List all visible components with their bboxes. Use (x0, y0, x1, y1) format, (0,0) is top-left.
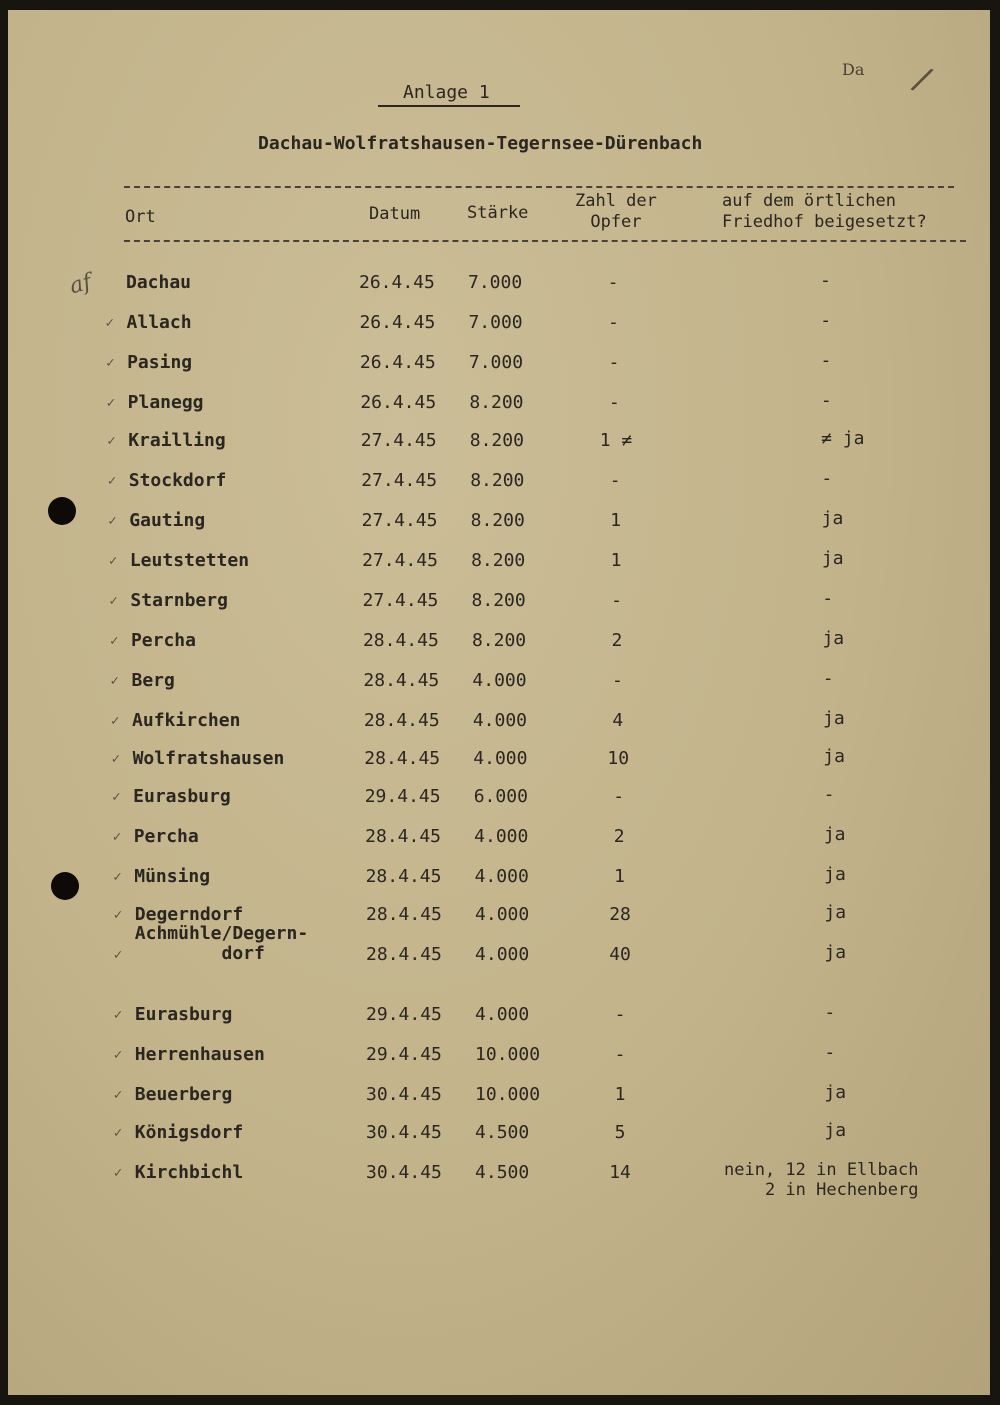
row-strength: 8.200 (470, 510, 525, 531)
row-strength: 8.200 (471, 590, 526, 611)
row-strength: 8.200 (471, 550, 526, 571)
row-strength: 7.000 (468, 352, 524, 373)
row-victims: 14 (609, 1162, 631, 1183)
row-place: Percha (133, 826, 199, 847)
check-tick-icon: ✓ (112, 789, 121, 805)
row-strength: 4.500 (475, 1122, 530, 1143)
row-victims: 1 (610, 510, 622, 531)
row-buried: ≠ ja (821, 428, 865, 449)
column-header-friedhof: auf dem örtlichen Friedhof beigesetzt? (722, 191, 927, 232)
row-buried: - (824, 1002, 836, 1023)
row-buried: - (820, 390, 832, 411)
row-place: Münsing (134, 866, 211, 887)
header-rule-bottom (124, 240, 966, 242)
row-victims: 4 (612, 710, 624, 731)
row-buried: ja (824, 864, 846, 885)
row-place: Achmühle/Degern- dorf (134, 923, 309, 964)
row-strength: 7.000 (468, 312, 523, 333)
row-place: Eurasburg (133, 786, 231, 807)
row-strength: 4.000 (474, 866, 529, 887)
row-date: 26.4.45 (360, 392, 437, 413)
row-strength: 4.500 (475, 1162, 530, 1183)
row-place: Eurasburg (134, 1004, 233, 1025)
row-date: 28.4.45 (364, 748, 441, 769)
row-victims: - (608, 392, 620, 413)
row-date: 28.4.45 (366, 904, 442, 925)
check-tick-icon: ✓ (105, 315, 114, 331)
row-date: 27.4.45 (362, 590, 439, 611)
row-date: 30.4.45 (366, 1084, 442, 1105)
row-place: Degerndorf (134, 904, 244, 925)
row-buried: ja (824, 1082, 847, 1103)
row-victims: - (608, 312, 619, 333)
row-victims: - (613, 786, 625, 807)
row-strength: 4.000 (473, 748, 528, 769)
row-victims: - (611, 590, 622, 611)
check-tick-icon: ✓ (111, 713, 120, 729)
row-victims: 40 (609, 944, 631, 965)
row-buried: ja (824, 942, 847, 963)
row-place: Berg (131, 670, 175, 691)
row-place: Beuerberg (134, 1084, 233, 1105)
check-tick-icon: ✓ (107, 433, 116, 449)
row-buried: - (821, 468, 833, 489)
check-tick-icon: ✓ (106, 395, 116, 411)
row-strength: 10.000 (475, 1084, 541, 1105)
row-victims: - (611, 670, 623, 691)
check-tick-icon: ✓ (109, 593, 118, 609)
row-victims: 28 (609, 904, 631, 925)
row-date: 30.4.45 (366, 1122, 442, 1143)
punch-hole-bottom (51, 872, 79, 900)
header-rule-top (124, 186, 954, 188)
row-victims: 5 (614, 1122, 626, 1143)
row-strength: 4.000 (472, 670, 527, 691)
column-header-opfer: Zahl der Opfer (575, 191, 657, 232)
check-tick-icon: ✓ (113, 947, 123, 963)
row-place: Starnberg (130, 590, 228, 611)
check-tick-icon: ✓ (113, 1087, 123, 1103)
row-strength: 8.200 (470, 470, 525, 491)
row-victims: - (609, 470, 621, 491)
row-buried: - (822, 588, 834, 609)
row-place: Krailling (128, 430, 226, 451)
row-place: Pasing (127, 352, 193, 373)
row-place: Leutstetten (129, 550, 250, 571)
row-date: 28.4.45 (362, 630, 439, 651)
row-victims: 10 (607, 748, 630, 769)
row-victims: - (608, 352, 620, 373)
row-victims: 1 (610, 550, 622, 571)
row-strength: 4.000 (475, 904, 530, 925)
row-buried: ja (821, 548, 844, 569)
row-date: 26.4.45 (359, 352, 436, 373)
row-date: 28.4.45 (363, 670, 440, 691)
row-buried: - (820, 310, 832, 331)
row-buried: ja (821, 508, 844, 529)
row-place: Gauting (129, 510, 206, 531)
row-victims: 1 (614, 866, 626, 887)
column-header-staerke: Stärke (467, 203, 529, 223)
row-date: 29.4.45 (364, 786, 441, 807)
check-tick-icon: ✓ (113, 907, 123, 923)
row-place: Kirchbichl (134, 1162, 244, 1183)
row-date: 28.4.45 (365, 826, 442, 847)
row-date: 27.4.45 (361, 510, 438, 531)
row-place: Wolfratshausen (132, 748, 285, 769)
row-buried: ja (824, 1120, 847, 1141)
row-victims: - (614, 1004, 626, 1025)
row-strength: 4.000 (474, 826, 529, 847)
row-strength: 8.200 (471, 630, 527, 651)
row-strength: 4.000 (472, 710, 528, 731)
row-buried: - (822, 668, 834, 689)
check-tick-icon: ✓ (112, 829, 122, 845)
row-victims: 2 (613, 826, 625, 847)
check-tick-icon: ✓ (113, 1125, 123, 1141)
row-victims: 1 (614, 1084, 626, 1105)
check-tick-icon: ✓ (106, 355, 115, 371)
row-buried: ja (823, 708, 845, 729)
check-tick-icon: ✓ (107, 473, 117, 489)
row-victims: 2 (611, 630, 623, 651)
row-strength: 4.000 (475, 944, 530, 965)
row-date: 28.4.45 (363, 710, 440, 731)
column-header-ort: Ort (125, 207, 156, 227)
row-place: Stockdorf (128, 470, 227, 491)
row-place: Allach (126, 312, 192, 333)
punch-hole-top (48, 497, 76, 525)
row-date: 28.4.45 (366, 944, 442, 965)
check-tick-icon: ✓ (111, 751, 121, 767)
row-date: 29.4.45 (366, 1044, 442, 1065)
route-title: Dachau-Wolfratshausen-Tegernsee-Dürenbach (258, 133, 703, 154)
check-tick-icon: ✓ (113, 1007, 123, 1023)
row-place: Königsdorf (134, 1122, 244, 1143)
row-place: Percha (130, 630, 196, 651)
row-buried: nein, 12 in Ellbach 2 in Hechenberg (724, 1160, 919, 1200)
row-buried: ja (822, 628, 845, 649)
check-tick-icon: ✓ (113, 869, 122, 885)
annex-title: Anlage 1 (378, 82, 520, 107)
check-tick-icon: ✓ (113, 1165, 123, 1181)
check-tick-icon: ✓ (108, 553, 118, 569)
row-strength: 6.000 (473, 786, 528, 807)
row-victims: 1 ≠ (599, 430, 633, 451)
row-date: 27.4.45 (362, 550, 438, 571)
row-place: Herrenhausen (134, 1044, 265, 1065)
margin-mark: af (67, 269, 95, 300)
row-place: Planegg (127, 392, 204, 413)
row-date: 26.4.45 (359, 312, 436, 333)
row-victims: - (607, 272, 619, 293)
row-place: Aufkirchen (132, 710, 241, 731)
check-tick-icon: ✓ (109, 633, 119, 649)
check-tick-icon: ✓ (110, 673, 119, 689)
row-buried: ja (824, 902, 847, 923)
column-header-datum: Datum (369, 204, 421, 224)
row-date: 27.4.45 (361, 470, 438, 491)
initials: Da (842, 60, 865, 79)
row-buried: - (820, 350, 832, 371)
row-strength: 10.000 (475, 1044, 541, 1065)
row-date: 27.4.45 (360, 430, 437, 451)
check-mark-slash: / (907, 57, 939, 101)
row-buried: - (823, 784, 835, 805)
row-buried: ja (823, 746, 845, 767)
row-strength: 7.000 (468, 272, 523, 293)
document-page (8, 10, 990, 1395)
check-tick-icon: ✓ (108, 513, 117, 529)
row-victims: - (614, 1044, 626, 1065)
row-date: 28.4.45 (365, 866, 442, 887)
row-strength: 8.200 (469, 430, 524, 451)
row-date: 30.4.45 (366, 1162, 442, 1183)
check-tick-icon: ✓ (113, 1047, 123, 1063)
row-buried: - (824, 1042, 836, 1063)
row-date: 29.4.45 (366, 1004, 442, 1025)
row-date: 26.4.45 (359, 272, 435, 293)
row-place: Dachau (126, 272, 192, 293)
row-buried: - (820, 270, 831, 291)
row-buried: ja (823, 824, 846, 845)
row-strength: 8.200 (469, 392, 524, 413)
row-strength: 4.000 (475, 1004, 530, 1025)
